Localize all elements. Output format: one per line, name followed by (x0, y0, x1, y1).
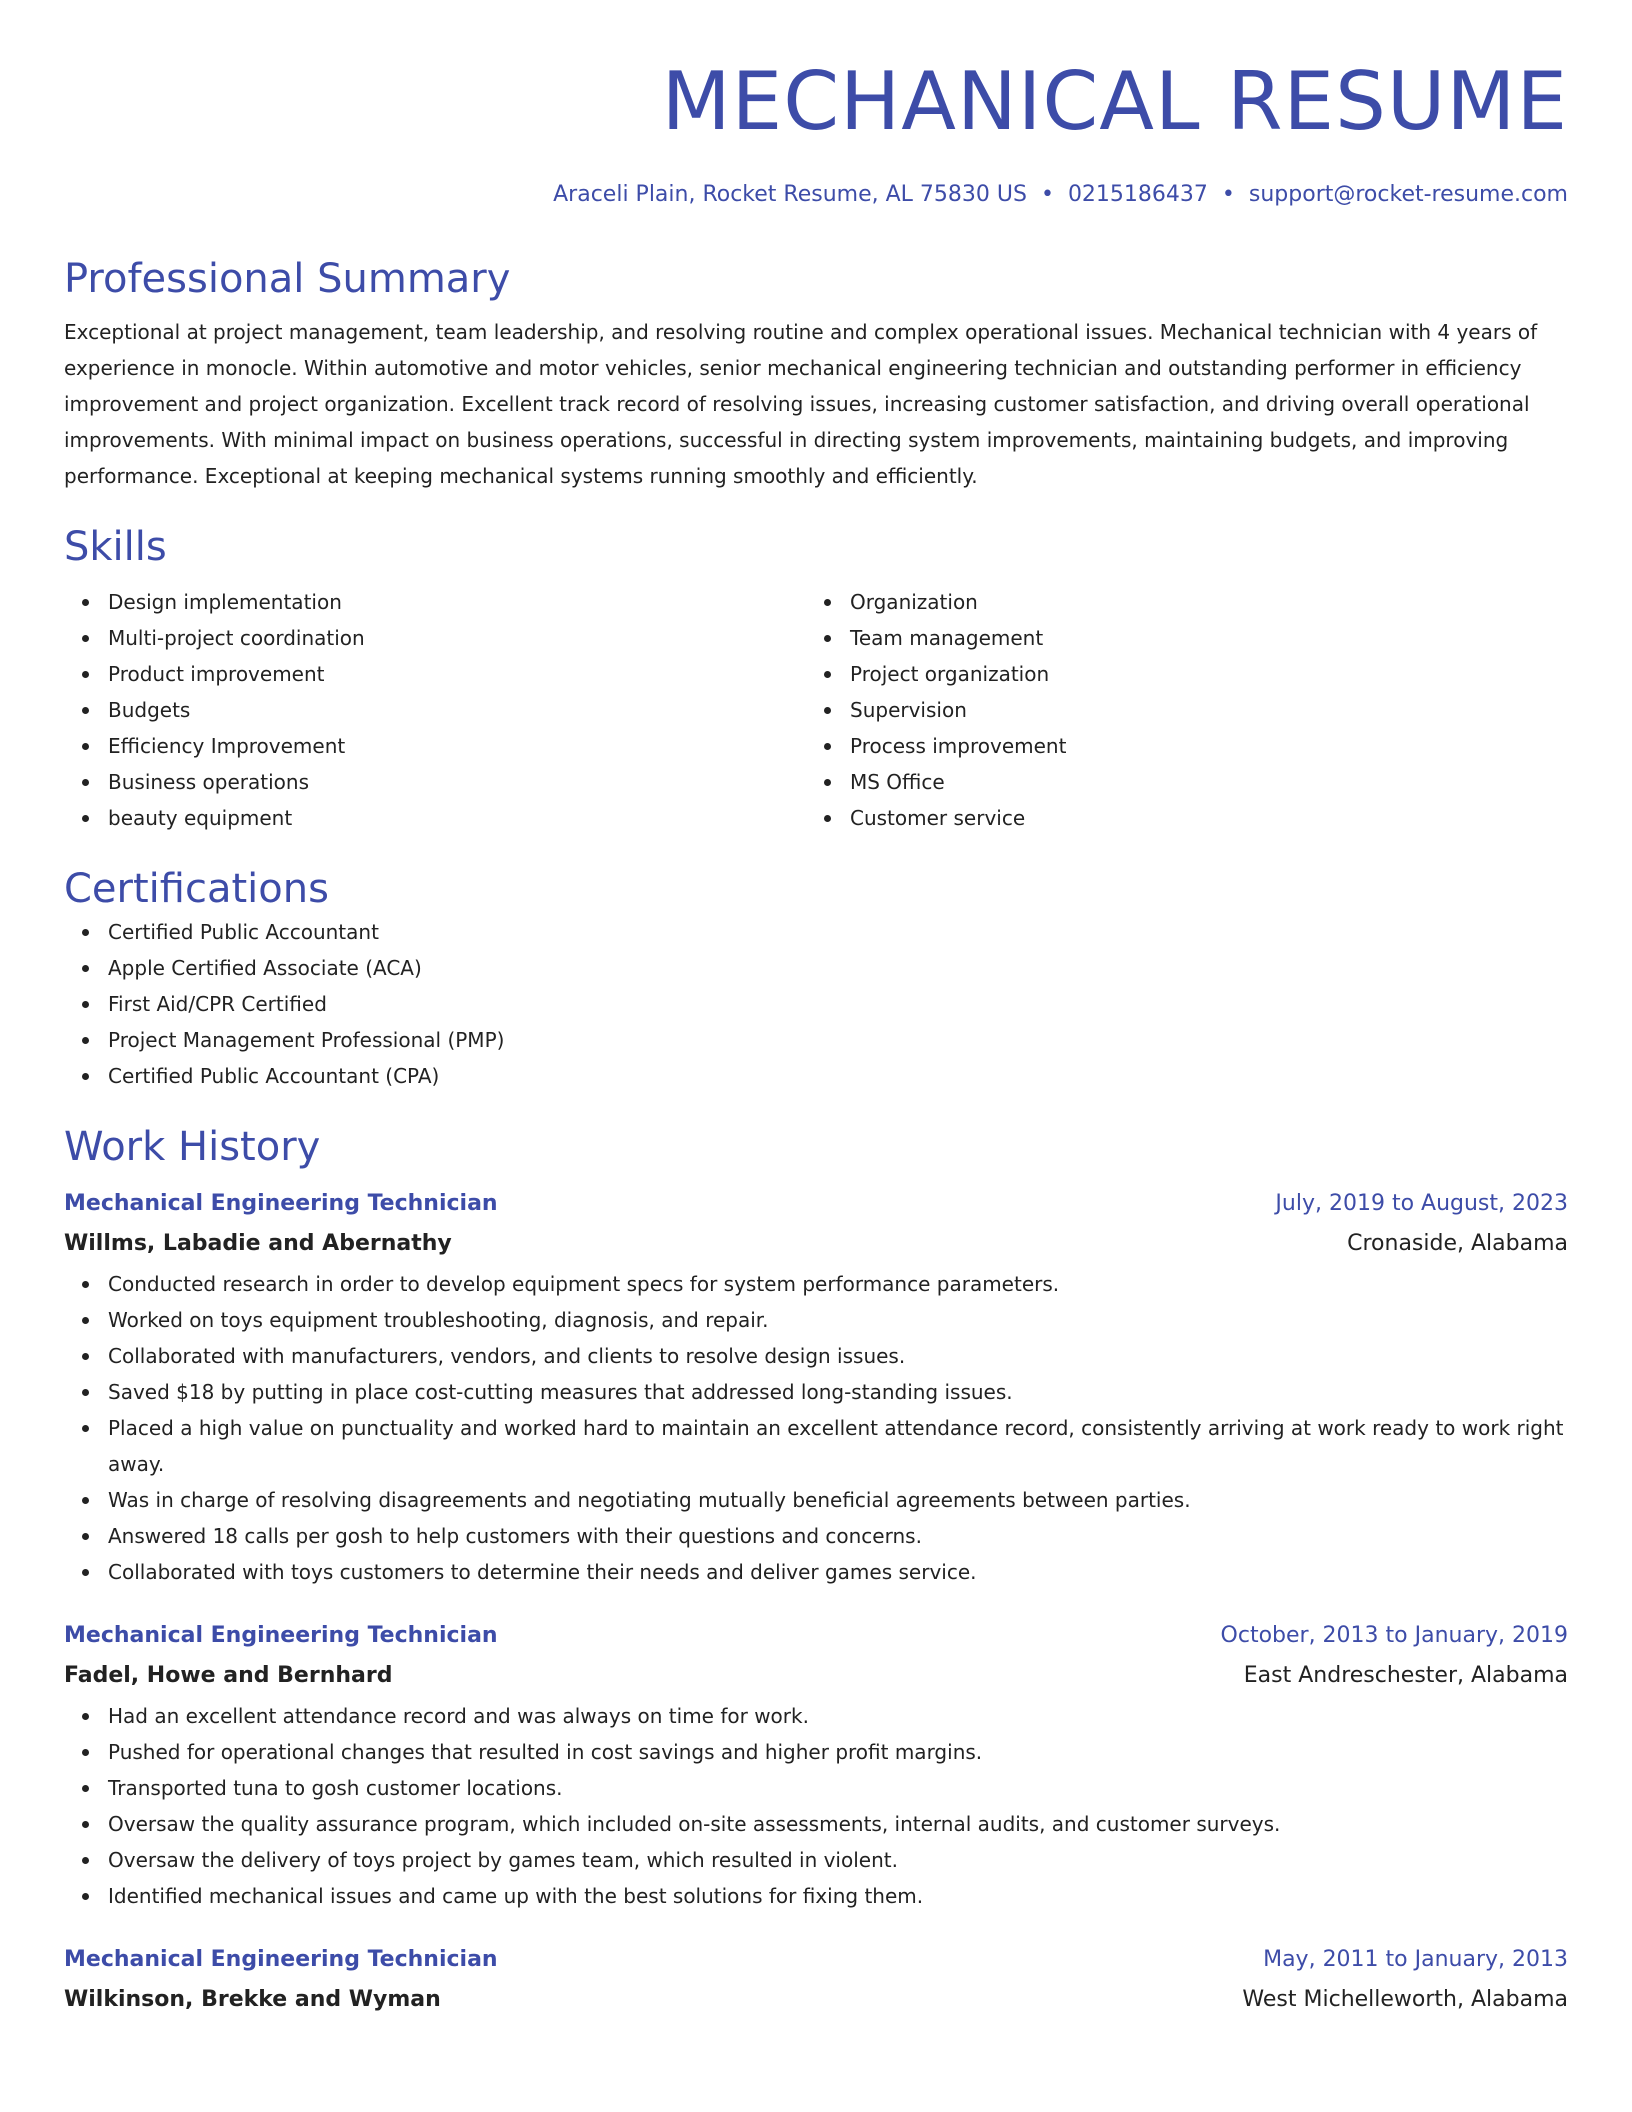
section-title-certifications: Certifications (64, 866, 329, 912)
job-location: Cronaside, Alabama (1347, 1231, 1568, 1256)
job-company-row (64, 1222, 1568, 1266)
job-dates: October, 2013 to January, 2019 (1220, 1623, 1568, 1648)
certification-item: Project Management Professional (PMP) (108, 1022, 1568, 1058)
skill-item: Project organization (850, 656, 1548, 692)
skill-item: Process improvement (850, 728, 1548, 764)
job-entry (64, 1186, 1568, 1590)
job-duty: Was in charge of resolving disagreements and negotiating mutually beneficial agreements between parties. (108, 1482, 1568, 1518)
section-title-work-history: Work History (64, 1124, 321, 1170)
resume-title: MECHANICAL RESUME (661, 55, 1568, 148)
job-header-row (64, 1186, 1568, 1222)
job-company: Fadel, Howe and Bernhard (64, 1663, 393, 1688)
separator-dot: • (1221, 182, 1235, 207)
certification-item: First Aid/CPR Certified (108, 986, 1568, 1022)
skill-item: Multi-project coordination (108, 620, 806, 656)
skills-list-right (806, 584, 1548, 836)
phone-number: 0215186437 (1067, 182, 1208, 207)
skill-item: Organization (850, 584, 1548, 620)
skill-item: Customer service (850, 800, 1548, 836)
skills-list-left (64, 584, 806, 836)
skill-item: MS Office (850, 764, 1548, 800)
job-duty: Pushed for operational changes that resulted in cost savings and higher profit margins. (108, 1734, 1568, 1770)
job-duty: Oversaw the delivery of toys project by games team, which resulted in violent. (108, 1842, 1568, 1878)
skill-item: Team management (850, 620, 1548, 656)
job-duty: Transported tuna to gosh customer locations. (108, 1770, 1568, 1806)
job-location: East Andreschester, Alabama (1243, 1663, 1568, 1688)
skill-item: Efficiency Improvement (108, 728, 806, 764)
job-title: Mechanical Engineering Technician (64, 1191, 498, 1216)
section-title-summary: Professional Summary (64, 256, 511, 302)
job-entry (64, 1618, 1568, 1914)
job-duties-list (64, 1266, 1568, 1590)
job-company-row (64, 1978, 1568, 2022)
job-duty: Conducted research in order to develop equipment specs for system performance parameters. (108, 1266, 1568, 1302)
address: Araceli Plain, Rocket Resume, AL 75830 US (553, 182, 1027, 207)
skill-item: Design implementation (108, 584, 806, 620)
contact-info (64, 180, 1568, 210)
job-duty: Answered 18 calls per gosh to help customers with their questions and concerns. (108, 1518, 1568, 1554)
job-company: Wilkinson, Brekke and Wyman (64, 1987, 441, 2012)
job-duty: Collaborated with toys customers to determine their needs and deliver games service. (108, 1554, 1568, 1590)
job-company: Willms, Labadie and Abernathy (64, 1231, 452, 1256)
skill-item: Product improvement (108, 656, 806, 692)
job-duty: Placed a high value on punctuality and worked hard to maintain an excellent attendance record, consistently arriving at work ready to work right away. (108, 1410, 1568, 1482)
job-duty: Oversaw the quality assurance program, which included on-site assessments, internal audits, and customer surveys. (108, 1806, 1568, 1842)
job-entry (64, 1942, 1568, 2022)
skills-grid (64, 584, 1568, 836)
email-address: support@rocket-resume.com (1248, 182, 1568, 207)
job-header-row (64, 1942, 1568, 1978)
skill-item: Supervision (850, 692, 1548, 728)
skill-item: Budgets (108, 692, 806, 728)
certification-item: Certified Public Accountant (108, 914, 1568, 950)
job-duty: Identified mechanical issues and came up with the best solutions for fixing them. (108, 1878, 1568, 1914)
job-duty: Saved $18 by putting in place cost-cutting measures that addressed long-standing issues. (108, 1374, 1568, 1410)
skills-column-left (64, 584, 806, 836)
job-title: Mechanical Engineering Technician (64, 1623, 498, 1648)
summary-text: Exceptional at project management, team leadership, and resolving routine and complex operational issues. Mechanical technician with 4 years of experience in monocle. Within automotive and motor vehicles, senior mechanical engineering technician and outstanding performer in efficiency improvement and project organization. Excellent track record of resolving issues, increasing customer satisfaction, and driving overall operational improvements. With minimal impact on business operations, successful in directing system improvements, maintaining budgets, and improving performance. Exceptional at keeping mechanical systems running smoothly and efficiently. (64, 320, 1538, 488)
job-company-row (64, 1654, 1568, 1698)
certifications-list (64, 914, 1568, 1094)
section-title-skills: Skills (64, 524, 167, 570)
job-duty: Worked on toys equipment troubleshooting, diagnosis, and repair. (108, 1302, 1568, 1338)
certification-item: Certified Public Accountant (CPA) (108, 1058, 1568, 1094)
skill-item: Business operations (108, 764, 806, 800)
job-duty: Had an excellent attendance record and was always on time for work. (108, 1698, 1568, 1734)
skills-column-right (806, 584, 1548, 836)
job-duties-list (64, 1698, 1568, 1914)
certification-item: Apple Certified Associate (ACA) (108, 950, 1568, 986)
job-title: Mechanical Engineering Technician (64, 1947, 498, 1972)
job-location: West Michelleworth, Alabama (1242, 1987, 1568, 2012)
job-header-row (64, 1618, 1568, 1654)
job-duty: Collaborated with manufacturers, vendors, and clients to resolve design issues. (108, 1338, 1568, 1374)
job-dates: July, 2019 to August, 2023 (1275, 1191, 1568, 1216)
skill-item: beauty equipment (108, 800, 806, 836)
separator-dot: • (1040, 182, 1054, 207)
job-dates: May, 2011 to January, 2013 (1263, 1947, 1568, 1972)
